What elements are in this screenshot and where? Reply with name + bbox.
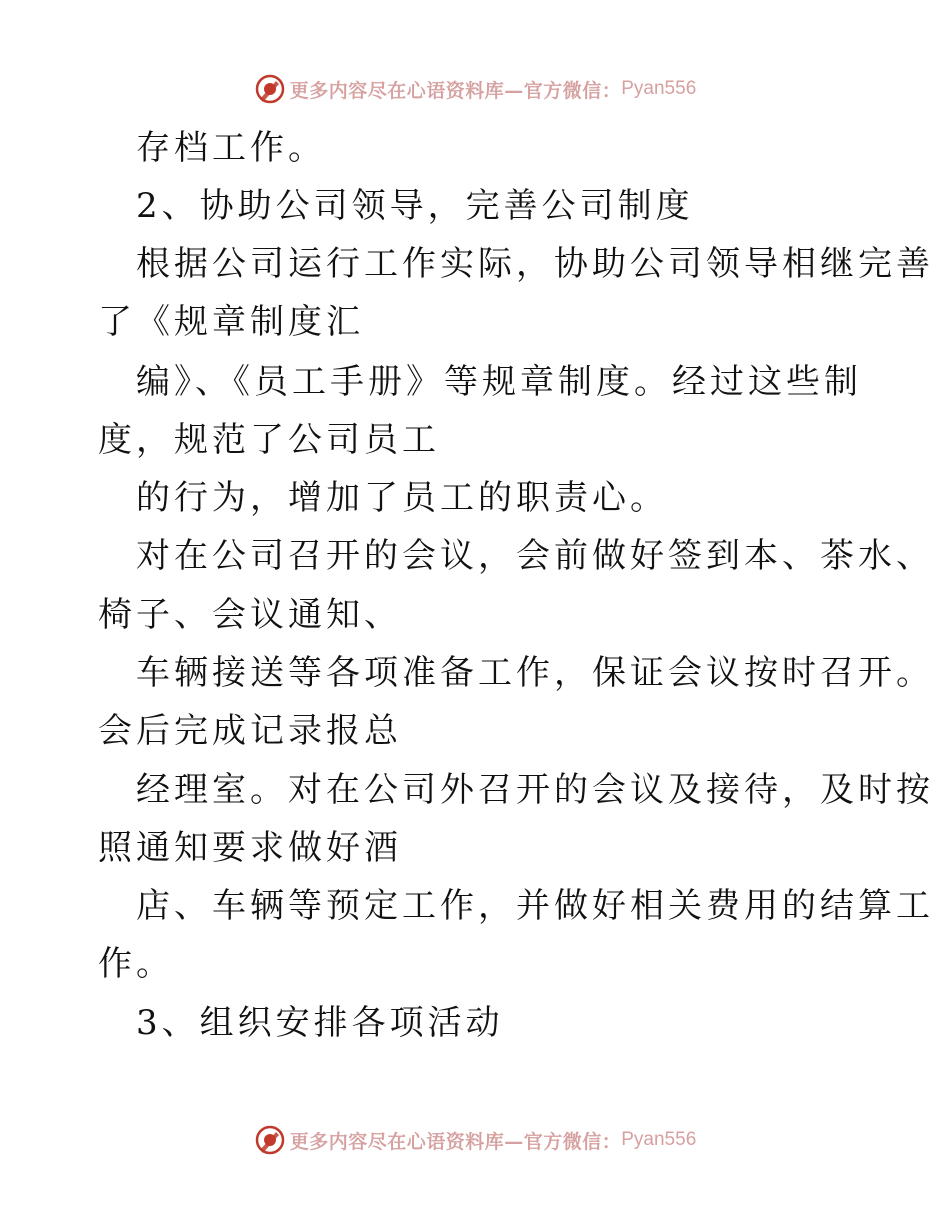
watermark-text: 更多内容尽在心语资料库—官方微信：: [289, 1130, 622, 1153]
body-line: 的行为，增加了员工的职责心。: [136, 478, 668, 518]
watermark-wechat-id: Pyan556: [621, 78, 697, 99]
body-line: 椅子、会议通知、: [98, 595, 402, 635]
watermark-text: 更多内容尽在心语资料库—官方微信：: [289, 79, 622, 102]
body-line: 编》、《员工手册》等规章制度。经过这些制: [136, 362, 862, 402]
section-heading: 2、协助公司领导，完善公司制度: [136, 186, 694, 226]
watermark-wechat-id: Pyan556: [621, 1129, 697, 1150]
body-line: 对在公司召开的会议，会前做好签到本、茶水、: [136, 536, 934, 576]
body-line: 车辆接送等各项准备工作，保证会议按时召开。: [136, 653, 934, 693]
section-heading: 3、组织安排各项活动: [136, 1003, 504, 1043]
body-line: 度，规范了公司员工: [98, 420, 440, 460]
body-line: 根据公司运行工作实际，协助公司领导相继完善: [136, 244, 934, 284]
body-line: 作。: [98, 944, 174, 984]
body-line: 存档工作。: [136, 128, 326, 168]
body-line: 会后完成记录报总: [98, 711, 402, 751]
body-line: 店、车辆等预定工作，并做好相关费用的结算工: [136, 886, 934, 926]
body-line: 照通知要求做好酒: [98, 828, 402, 868]
body-line: 了《规章制度汇: [98, 302, 364, 342]
footer-watermark: [0, 1123, 950, 1157]
body-line: 经理室。对在公司外召开的会议及接待，及时按: [136, 770, 934, 810]
pen-logo-icon: [254, 1124, 286, 1156]
